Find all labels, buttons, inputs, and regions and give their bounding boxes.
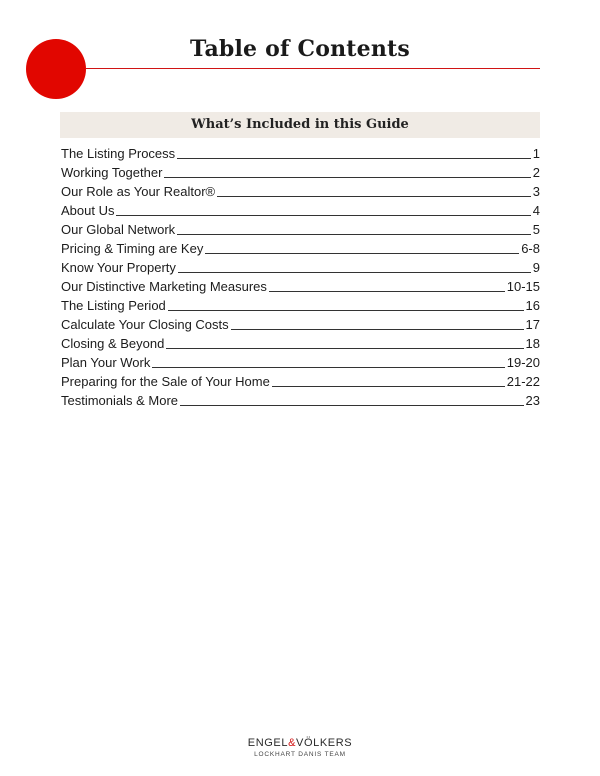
- brand-wordmark: [0, 737, 600, 750]
- toc-leader-line: [231, 328, 524, 330]
- toc-entry-label: Our Role as Your Realtor®: [61, 184, 216, 199]
- toc-entry-page-number: 6-8: [521, 241, 540, 256]
- table-of-contents: [61, 143, 540, 409]
- toc-entry-page-number: 3: [532, 184, 540, 199]
- toc-entry[interactable]: [61, 276, 540, 295]
- toc-entry-label: Working Together: [61, 165, 163, 180]
- toc-entry[interactable]: [61, 181, 540, 200]
- toc-entry[interactable]: [61, 333, 540, 352]
- toc-entry-page-number: 19-20: [506, 355, 540, 370]
- page-title: Table of Contents: [190, 36, 410, 62]
- toc-entry-label: Our Distinctive Marketing Measures: [61, 279, 267, 294]
- toc-leader-line: [217, 195, 531, 197]
- toc-entry-page-number: 1: [532, 146, 540, 161]
- brand-name-part2: VÖLKERS: [296, 737, 353, 749]
- brand-logo: [0, 737, 600, 759]
- toc-entry-label: Closing & Beyond: [61, 336, 165, 351]
- toc-leader-line: [177, 233, 531, 235]
- toc-leader-line: [177, 157, 531, 159]
- toc-entry[interactable]: [61, 314, 540, 333]
- toc-entry-label: The Listing Period: [61, 298, 166, 313]
- toc-entry-label: About Us: [61, 203, 115, 218]
- toc-leader-line: [178, 271, 531, 273]
- toc-leader-line: [272, 385, 505, 387]
- toc-entry[interactable]: [61, 352, 540, 371]
- brand-name-part1: ENGEL: [247, 737, 289, 749]
- toc-entry[interactable]: [61, 162, 540, 181]
- toc-leader-line: [168, 309, 524, 311]
- toc-entry-page-number: 5: [532, 222, 540, 237]
- toc-entry-label: The Listing Process: [61, 146, 176, 161]
- toc-entry-page-number: 10-15: [506, 279, 540, 294]
- toc-entry-page-number: 9: [532, 260, 540, 275]
- toc-leader-line: [180, 404, 523, 406]
- toc-entry-label: Know Your Property: [61, 260, 176, 275]
- toc-entry[interactable]: [61, 371, 540, 390]
- toc-entry-page-number: 18: [525, 336, 540, 351]
- toc-entry-page-number: 23: [525, 393, 540, 408]
- toc-entry-label: Preparing for the Sale of Your Home: [61, 374, 270, 389]
- toc-leader-line: [152, 366, 504, 368]
- toc-leader-line: [269, 290, 505, 292]
- toc-entry-label: Pricing & Timing are Key: [61, 241, 204, 256]
- team-name: LOCKHART DANIS TEAM: [254, 751, 346, 758]
- toc-entry[interactable]: [61, 390, 540, 409]
- toc-entry-page-number: 2: [532, 165, 540, 180]
- toc-entry-label: Plan Your Work: [61, 355, 151, 370]
- toc-entry[interactable]: [61, 238, 540, 257]
- toc-entry-label: Our Global Network: [61, 222, 176, 237]
- toc-leader-line: [116, 214, 530, 216]
- section-header-band: [60, 112, 540, 138]
- toc-entry-page-number: 21-22: [506, 374, 540, 389]
- toc-leader-line: [205, 252, 519, 254]
- section-heading: What’s Included in this Guide: [191, 117, 409, 132]
- toc-entry[interactable]: [61, 143, 540, 162]
- toc-entry-page-number: 4: [532, 203, 540, 218]
- toc-entry-label: Testimonials & More: [61, 393, 179, 408]
- brand-ampersand: &: [288, 737, 297, 749]
- toc-entry[interactable]: [61, 295, 540, 314]
- toc-leader-line: [164, 176, 530, 178]
- toc-entry-label: Calculate Your Closing Costs: [61, 317, 229, 332]
- toc-entry-page-number: 17: [525, 317, 540, 332]
- toc-leader-line: [166, 347, 523, 349]
- toc-entry[interactable]: [61, 200, 540, 219]
- title-divider: [86, 68, 540, 69]
- toc-entry-page-number: 16: [525, 298, 540, 313]
- toc-entry[interactable]: [61, 219, 540, 238]
- toc-entry[interactable]: [61, 257, 540, 276]
